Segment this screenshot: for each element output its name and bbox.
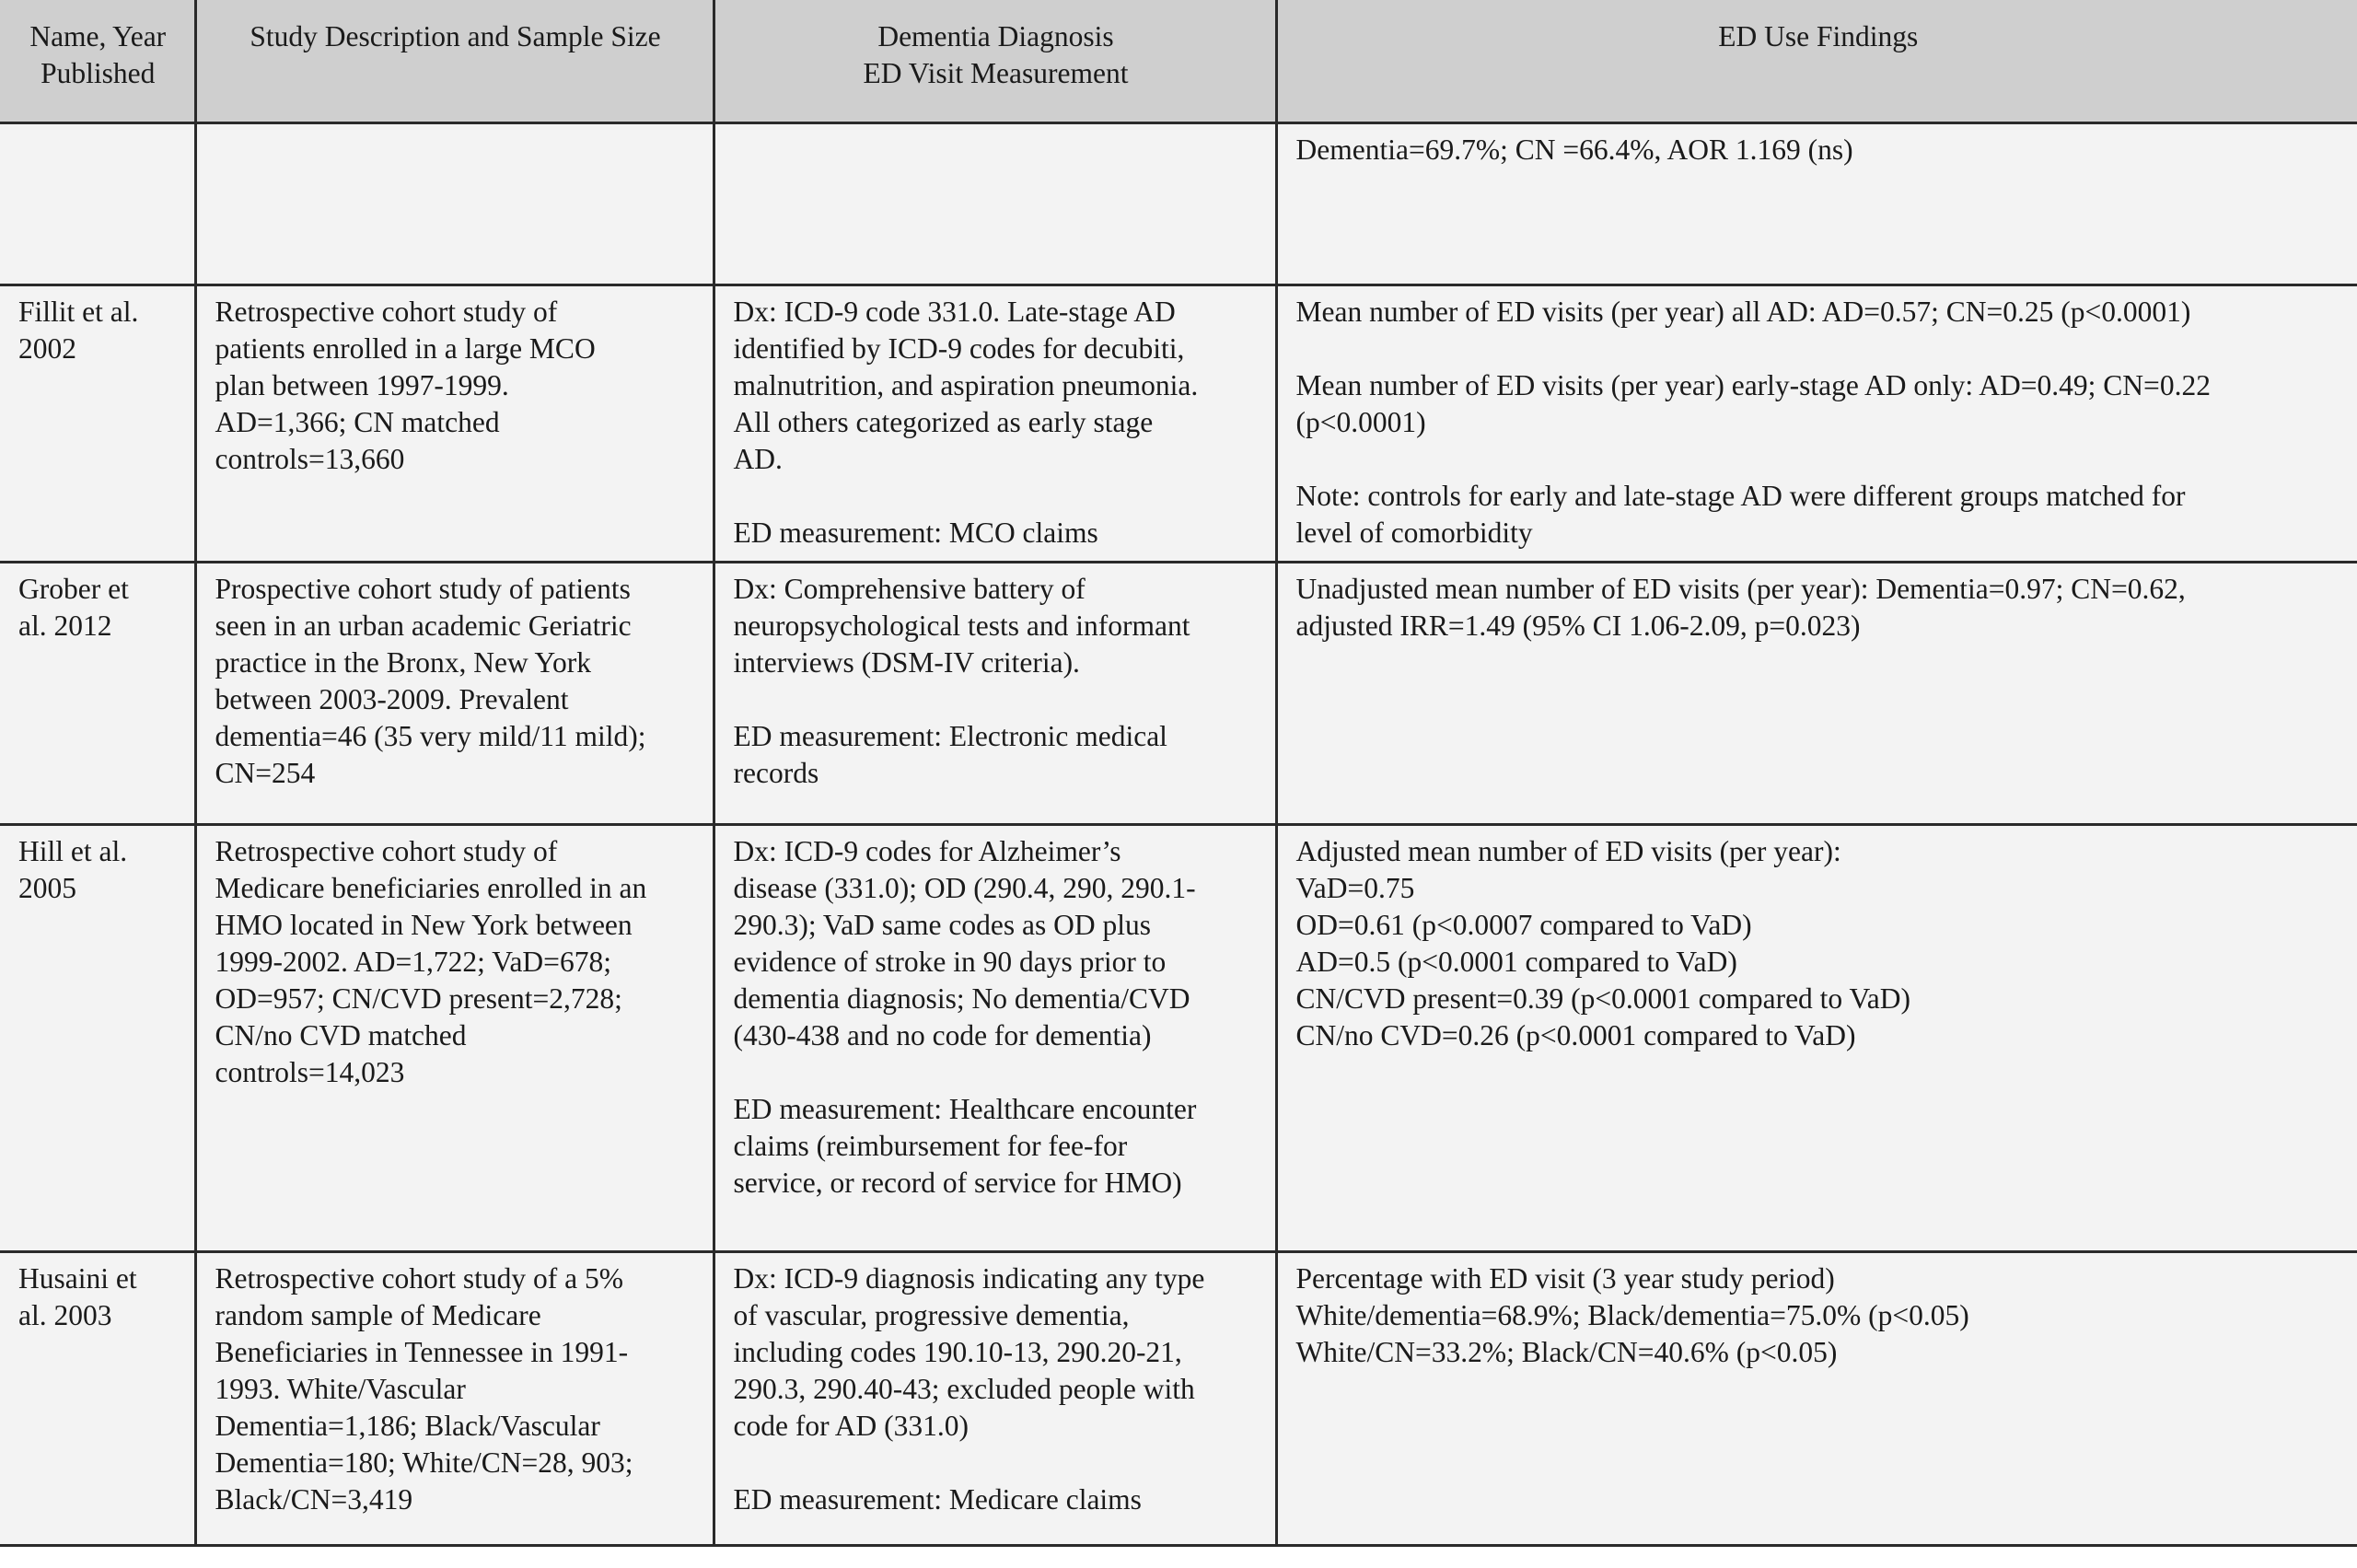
cell-ed-use-findings (1276, 1252, 2357, 1546)
finding-text: Mean number of ED visits (per year) early-stage AD only: AD=0.49; CN=0.22 (p<0.0001) (1295, 369, 2211, 438)
diagnosis-text: Dx: ICD-9 diagnosis indicating any type of vascular, progressive dementia, including codes 190.10-13, 290.20-21, 290.3, 290.40-43; excluded people with code for AD (331.0) (733, 1262, 1205, 1442)
finding-text: Percentage with ED visit (3 year study period) White/dementia=68.9%; Black/dementia=75.0% (p<0.05) White/CN=33.2%; Black/CN=40.6% (p<0.05) (1295, 1262, 1969, 1368)
ed-measurement-text: ED measurement: Medicare claims (733, 1483, 1142, 1516)
diagnosis-text: Dx: ICD-9 code 331.0. Late-stage AD identified by ICD-9 codes for decubiti, malnutrition, and aspiration pneumonia. All others categorized as early stage AD. (733, 296, 1199, 475)
ed-measurement-text: ED measurement: Healthcare encounter claims (reimbursement for fee-for service, or record of service for HMO) (733, 1093, 1197, 1199)
cell-study-description: Retrospective cohort study of patients enrolled in a large MCO plan between 1997-1999. AD=1,366; CN matched controls=13,660 (195, 285, 714, 563)
table-body (0, 123, 2357, 1546)
cell-study-description: Retrospective cohort study of a 5% random sample of Medicare Beneficiaries in Tennessee in 1991- 1993. White/Vascular Dementia=1,186; Black/Vascular Dementia=180; White/CN=28, 903; Black/CN=3,419 (195, 1252, 714, 1546)
finding-text: Adjusted mean number of ED visits (per year): VaD=0.75 OD=0.61 (p<0.0007 compared to VaD) AD=0.5 (p<0.0001 compared to VaD) CN/CVD present=0.39 (p<0.0001 compared to VaD) CN/no CVD=0.26 (p<0.0001 compared to VaD) (1295, 835, 1910, 1051)
header-ed-use-findings: ED Use Findings (1276, 0, 2357, 123)
ed-measurement-text: ED measurement: Electronic medical records (733, 720, 1167, 789)
finding-text: Unadjusted mean number of ED visits (per year): Dementia=0.97; CN=0.62, adjusted IRR=1.49 (95% CI 1.06-2.09, p=0.023) (1295, 573, 2186, 642)
cell-dementia-diagnosis (714, 123, 1276, 285)
cell-dementia-diagnosis (714, 563, 1276, 825)
cell-name-year: Hill et al. 2005 (0, 825, 195, 1252)
cell-study-description: Retrospective cohort study of Medicare beneficiaries enrolled in an HMO located in New York between 1999-2002. AD=1,722; VaD=678; OD=957; CN/CVD present=2,728; CN/no CVD matched controls=14,023 (195, 825, 714, 1252)
table-row (0, 285, 2357, 563)
cell-name-year: Husaini et al. 2003 (0, 1252, 195, 1546)
header-study-description: Study Description and Sample Size (195, 0, 714, 123)
cell-ed-use-findings (1276, 285, 2357, 563)
table-header (0, 0, 2357, 123)
table-row (0, 123, 2357, 285)
cell-name-year: Grober et al. 2012 (0, 563, 195, 825)
cell-study-description (195, 123, 714, 285)
finding-note: Note: controls for early and late-stage AD were different groups matched for level of comorbidity (1295, 480, 2186, 549)
cell-ed-use-findings (1276, 123, 2357, 285)
cell-dementia-diagnosis (714, 825, 1276, 1252)
cell-name-year (0, 123, 195, 285)
table-row (0, 563, 2357, 825)
cell-dementia-diagnosis (714, 285, 1276, 563)
cell-ed-use-findings (1276, 563, 2357, 825)
header-dementia-diagnosis: Dementia Diagnosis ED Visit Measurement (714, 0, 1276, 123)
header-row (0, 0, 2357, 123)
table-row (0, 825, 2357, 1252)
cell-name-year: Fillit et al. 2002 (0, 285, 195, 563)
header-name-year: Name, Year Published (0, 0, 195, 123)
finding-text: Mean number of ED visits (per year) all AD: AD=0.57; CN=0.25 (p<0.0001) (1295, 296, 2191, 328)
ed-measurement-text: ED measurement: MCO claims (733, 517, 1098, 549)
diagnosis-text: Dx: ICD-9 codes for Alzheimer’s disease (331.0); OD (290.4, 290, 290.1- 290.3); VaD same codes as OD plus evidence of stroke in 90 days prior to dementia diagnosis; No dementia/CVD (430-438 and no code for dementia) (733, 835, 1196, 1051)
cell-dementia-diagnosis (714, 1252, 1276, 1546)
table-row (0, 1252, 2357, 1546)
finding-text: Dementia=69.7%; CN =66.4%, AOR 1.169 (ns) (1295, 134, 1853, 166)
diagnosis-text: Dx: Comprehensive battery of neuropsychological tests and informant interviews (DSM-IV criteria). (733, 573, 1190, 679)
cell-study-description: Prospective cohort study of patients seen in an urban academic Geriatric practice in the Bronx, New York between 2003-2009. Prevalent dementia=46 (35 very mild/11 mild); CN=254 (195, 563, 714, 825)
cell-ed-use-findings (1276, 825, 2357, 1252)
